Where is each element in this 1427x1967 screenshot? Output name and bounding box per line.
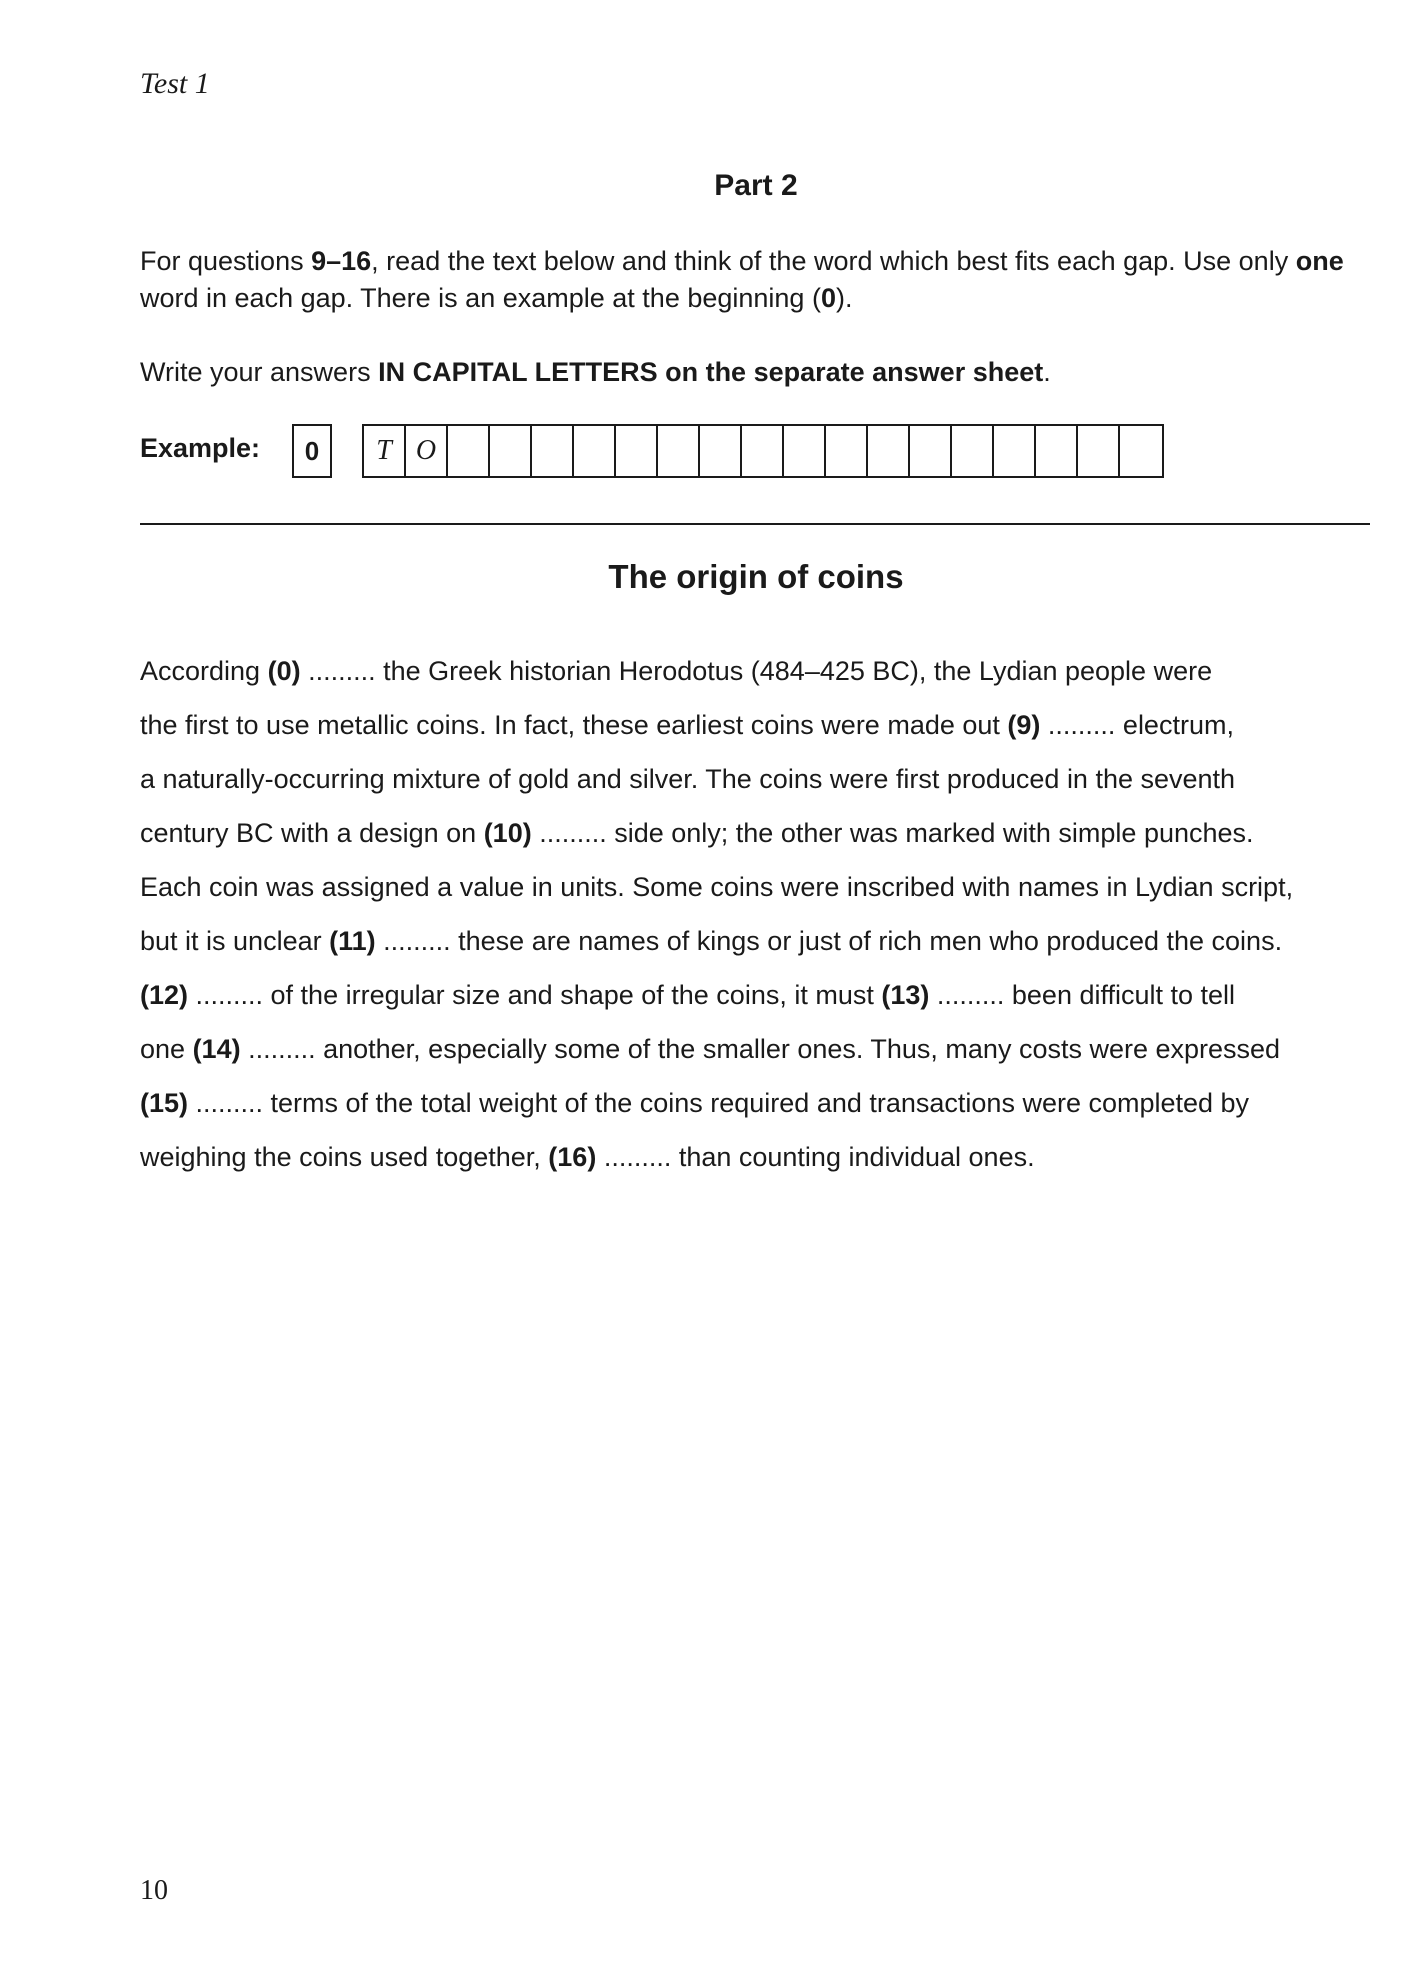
passage-text: ......... side only; the other was marked with simple punches.	[531, 818, 1254, 848]
instr-capital-letters: IN CAPITAL LETTERS on the separate answer sheet	[378, 357, 1044, 387]
answer-cell: O	[406, 426, 448, 476]
test-label: Test 1	[140, 67, 210, 100]
answer-cell	[910, 426, 952, 476]
instructions	[140, 243, 1380, 391]
passage-text: ......... these are names of kings or just of rich men who produced the coins.	[375, 926, 1283, 956]
gap-number: (11)	[329, 926, 376, 956]
answer-cell	[994, 426, 1036, 476]
page-number: 10	[140, 1875, 168, 1906]
passage-line	[140, 806, 1370, 860]
passage-text: ......... electrum,	[1040, 710, 1234, 740]
answer-cell	[700, 426, 742, 476]
instr-text: ).	[835, 283, 853, 313]
answer-cell	[490, 426, 532, 476]
instr-text: , read the text below and think of the word which best fits each gap. Use only	[371, 246, 1296, 276]
divider	[140, 523, 1370, 525]
instr-text: .	[1043, 357, 1051, 387]
passage-line	[140, 1022, 1370, 1076]
answer-cell	[1078, 426, 1120, 476]
answer-cell	[742, 426, 784, 476]
answer-cell	[1120, 426, 1162, 476]
passage-text: but it is unclear	[140, 926, 330, 956]
example-number-box: 0	[292, 424, 332, 478]
passage-line	[140, 914, 1370, 968]
passage-text: ......... terms of the total weight of the coins required and transactions were completed by	[188, 1088, 1250, 1118]
answer-cell	[1036, 426, 1078, 476]
passage-line	[140, 644, 1370, 698]
instr-question-range: 9–16	[311, 246, 372, 276]
passage-text: Each coin was assigned a value in units. Some coins were inscribed with names in Lydian script,	[140, 872, 1294, 902]
instr-text: word in each gap. There is an example at the beginning (	[140, 283, 821, 313]
gap-number: (14)	[192, 1034, 241, 1064]
answer-cell	[826, 426, 868, 476]
gap-number: (10)	[483, 818, 532, 848]
instructions-paragraph-1	[140, 243, 1380, 317]
instr-example-zero: 0	[820, 283, 836, 313]
passage-text: According	[140, 656, 268, 686]
instr-text: Write your answers	[140, 357, 379, 387]
passage	[140, 644, 1370, 1184]
answer-cell	[868, 426, 910, 476]
gap-number: (12)	[140, 980, 189, 1010]
gap-number: (0)	[267, 656, 301, 686]
passage-line	[140, 860, 1370, 914]
passage-text: ......... been difficult to tell	[929, 980, 1236, 1010]
text-title: The origin of coins	[608, 558, 904, 595]
passage-text: century BC with a design on	[140, 818, 484, 848]
example-answer-grid	[362, 424, 1164, 478]
passage-text: the first to use metallic coins. In fact, these earliest coins were made out	[140, 710, 1008, 740]
example-label: Example:	[140, 433, 261, 463]
answer-cell	[784, 426, 826, 476]
instr-one-word: one	[1295, 246, 1344, 276]
answer-cell	[574, 426, 616, 476]
passage-text: ......... than counting individual ones.	[596, 1142, 1035, 1172]
passage-line	[140, 1076, 1370, 1130]
answer-cell	[658, 426, 700, 476]
passage-text: ......... of the irregular size and shape of the coins, it must	[188, 980, 882, 1010]
passage-line	[140, 1130, 1370, 1184]
gap-number: (16)	[548, 1142, 597, 1172]
gap-number: (9)	[1007, 710, 1041, 740]
answer-cell: T	[364, 426, 406, 476]
answer-cell	[952, 426, 994, 476]
answer-cell	[616, 426, 658, 476]
passage-text: weighing the coins used together,	[140, 1142, 549, 1172]
instructions-paragraph-2	[140, 354, 1380, 391]
passage-text: ......... the Greek historian Herodotus (484–425 BC), the Lydian people were	[300, 656, 1213, 686]
gap-number: (15)	[140, 1088, 189, 1118]
answer-cell	[448, 426, 490, 476]
gap-number: (13)	[881, 980, 930, 1010]
passage-text: ......... another, especially some of the smaller ones. Thus, many costs were expressed	[240, 1034, 1281, 1064]
instr-text: For questions	[140, 246, 312, 276]
passage-text: a naturally-occurring mixture of gold and silver. The coins were first produced in the seventh	[140, 764, 1236, 794]
answer-cell	[532, 426, 574, 476]
passage-line	[140, 698, 1370, 752]
passage-text: one	[140, 1034, 193, 1064]
passage-line	[140, 752, 1370, 806]
passage-line	[140, 968, 1370, 1022]
part-title: Part 2	[714, 169, 798, 202]
